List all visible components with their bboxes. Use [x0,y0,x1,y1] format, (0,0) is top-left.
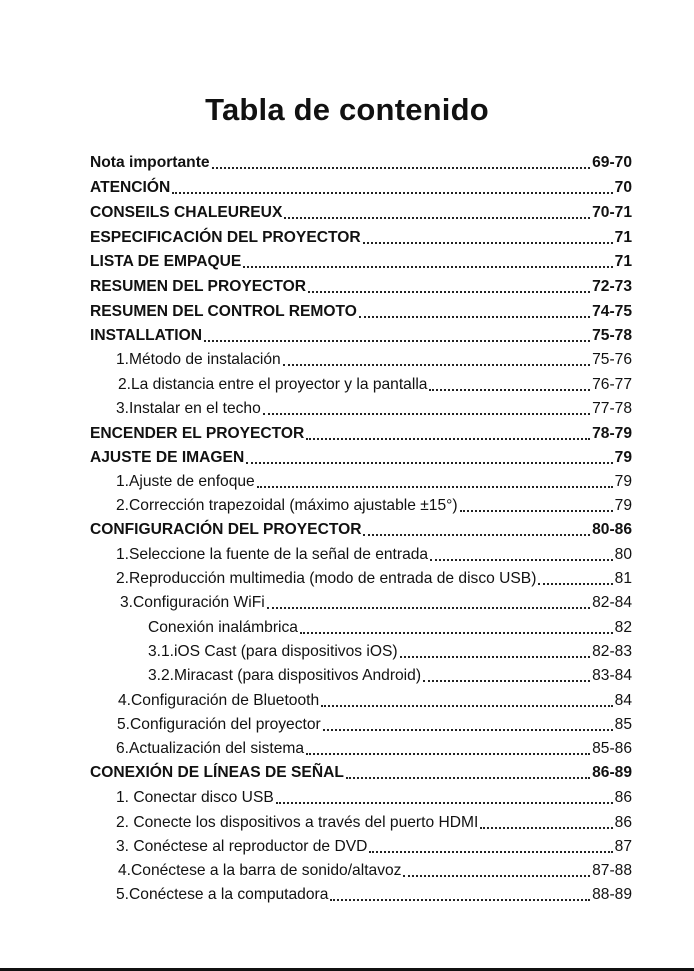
toc-page: 86 [614,789,632,806]
leader-dots [267,607,590,609]
leader-dots [323,729,613,731]
leader-dots [369,851,612,853]
toc-entry-computadora[interactable] [116,883,632,907]
leader-dots [346,777,590,779]
toc-entry-ajuste-enfoque[interactable] [116,470,632,494]
toc-page: 80 [614,546,632,563]
toc-page: 83-84 [592,667,632,684]
toc-entry-resumen-proyector[interactable] [90,275,632,299]
toc-page: 86-89 [592,764,632,781]
toc-label: AJUSTE DE IMAGEN [90,449,245,466]
leader-dots [400,656,591,658]
toc-label: 3.Instalar en el techo [116,400,261,417]
toc-entry-distancia[interactable] [118,373,632,397]
toc-entry-ajuste-imagen[interactable] [90,446,632,470]
leader-dots [430,559,613,561]
leader-dots [480,827,612,829]
toc-label: 4.Configuración de Bluetooth [118,692,320,709]
toc-label: 2. Conecte los dispositivos a través del puerto HDMI [116,814,479,831]
toc-page: 86 [614,814,632,831]
toc-entry-encender[interactable] [90,422,632,446]
toc-entry-trapezoidal[interactable] [116,494,632,518]
toc-label: 1.Ajuste de enfoque [116,473,255,490]
page-title: Tabla de contenido [205,92,489,127]
leader-dots [330,899,590,901]
toc-entry-ios-cast[interactable] [148,640,632,664]
toc-label: 2.Corrección trapezoidal (máximo ajustable ±15°) [116,497,458,514]
leader-dots [423,680,590,682]
toc-page: 78-79 [592,425,632,442]
toc-page: 82-83 [592,643,632,660]
toc-page: 85 [614,716,632,733]
toc-entry-actualizacion[interactable] [116,737,632,761]
toc-entry-configuracion[interactable] [90,518,632,542]
toc-entry-lista-empaque[interactable] [90,250,632,274]
toc-page: 70-71 [592,204,632,221]
leader-dots [212,167,591,169]
toc-label: INSTALLATION [90,327,203,344]
toc-label: RESUMEN DEL PROYECTOR [90,278,307,295]
toc-page: 70 [614,179,632,196]
toc-page: 71 [614,253,632,270]
leader-dots [243,266,612,268]
toc-entry-hdmi[interactable] [116,811,632,835]
toc-page: 75-76 [592,351,632,368]
toc-label: 2.La distancia entre el proyector y la pantalla [118,376,428,393]
toc-label: ATENCIÓN [90,179,171,196]
toc-label: Nota importante [90,154,210,171]
leader-dots [246,462,612,464]
toc-entry-inalambrica[interactable] [148,616,632,640]
toc-page: 81 [614,570,632,587]
leader-dots [363,534,590,536]
toc-entry-fuente-senal[interactable] [116,543,632,567]
toc-label: 5.Conéctese a la computadora [116,886,329,903]
toc-entry-metodo-instalacion[interactable] [116,348,632,372]
toc-label: 2.Reproducción multimedia (modo de entrada de disco USB) [116,570,537,587]
toc-label: 3. Conéctese al reproductor de DVD [116,838,368,855]
toc-page: 87-88 [592,862,632,879]
toc-label: Conexión inalámbrica [148,619,298,636]
leader-dots [204,340,590,342]
toc-entry-conseils[interactable] [90,201,632,225]
toc-label: 3.Configuración WiFi [120,594,265,611]
toc-page: 87 [614,838,632,855]
leader-dots [283,364,590,366]
toc-page: 82-84 [592,594,632,611]
toc-label: 6.Actualización del sistema [116,740,305,757]
toc-label: ENCENDER EL PROYECTOR [90,425,305,442]
leader-dots [257,486,613,488]
leader-dots [306,753,590,755]
toc-page: 69-70 [592,154,632,171]
toc-entry-wifi[interactable] [120,591,632,615]
toc-entry-config-proyector[interactable] [117,713,632,737]
leader-dots [363,242,613,244]
leader-dots [359,316,590,318]
toc-page: 82 [614,619,632,636]
toc-page: 77-78 [592,400,632,417]
toc-page: 84 [614,692,632,709]
toc-label: 3.2.Miracast (para dispositivos Android) [148,667,422,684]
toc-label: LISTA DE EMPAQUE [90,253,242,270]
toc-page: 79 [614,473,632,490]
toc-label: 4.Conéctese a la barra de sonido/altavoz [118,862,402,879]
leader-dots [284,217,590,219]
toc-entry-barra-sonido[interactable] [118,859,632,883]
leader-dots [263,413,590,415]
leader-dots [172,192,612,194]
toc-label: CONEXIÓN DE LÍNEAS DE SEÑAL [90,764,344,781]
toc-page: 79 [614,449,632,466]
toc-entry-multimedia[interactable] [116,567,632,591]
toc-label: 1.Seleccione la fuente de la señal de entrada [116,546,429,563]
toc-entry-dvd[interactable] [116,835,632,859]
toc-page: 74-75 [592,303,632,320]
toc-label: 3.1.iOS Cast (para dispositivos iOS) [148,643,398,660]
toc-entry-bluetooth[interactable] [118,689,632,713]
toc-entry-disco-usb[interactable] [116,786,632,810]
leader-dots [308,291,590,293]
toc-label: 1.Método de instalación [116,351,281,368]
toc-page: 75-78 [592,327,632,344]
toc-entry-installation[interactable] [90,324,632,348]
leader-dots [276,802,613,804]
leader-dots [403,875,590,877]
toc-label: 5.Configuración del proyector [117,716,321,733]
leader-dots [429,389,590,391]
toc-page: 85-86 [592,740,632,757]
leader-dots [300,632,613,634]
toc-entry-techo[interactable] [116,397,632,421]
toc-page: 80-86 [592,521,632,538]
toc-page: 76-77 [592,376,632,393]
toc-page: 79 [614,497,632,514]
leader-dots [321,705,613,707]
leader-dots [538,583,612,585]
toc-entry-resumen-control[interactable] [90,300,632,324]
toc-entry-conexion-lineas[interactable] [90,761,632,785]
toc-page: 71 [614,229,632,246]
toc-label: RESUMEN DEL CONTROL REMOTO [90,303,357,320]
toc-entry-miracast[interactable] [148,664,632,688]
toc-label: 1. Conectar disco USB [116,789,274,806]
toc-page: 88-89 [592,886,632,903]
toc-label: ESPECIFICACIÓN DEL PROYECTOR [90,229,361,246]
leader-dots [306,438,590,440]
toc-entry-nota-importante[interactable] [90,151,632,175]
toc-page: 72-73 [592,278,632,295]
toc-label: CONSEILS CHALEUREUX [90,204,283,221]
toc-label: CONFIGURACIÓN DEL PROYECTOR [90,521,362,538]
leader-dots [460,510,613,512]
toc-entry-especificacion[interactable] [90,226,632,250]
toc-entry-atencion[interactable] [90,176,632,200]
